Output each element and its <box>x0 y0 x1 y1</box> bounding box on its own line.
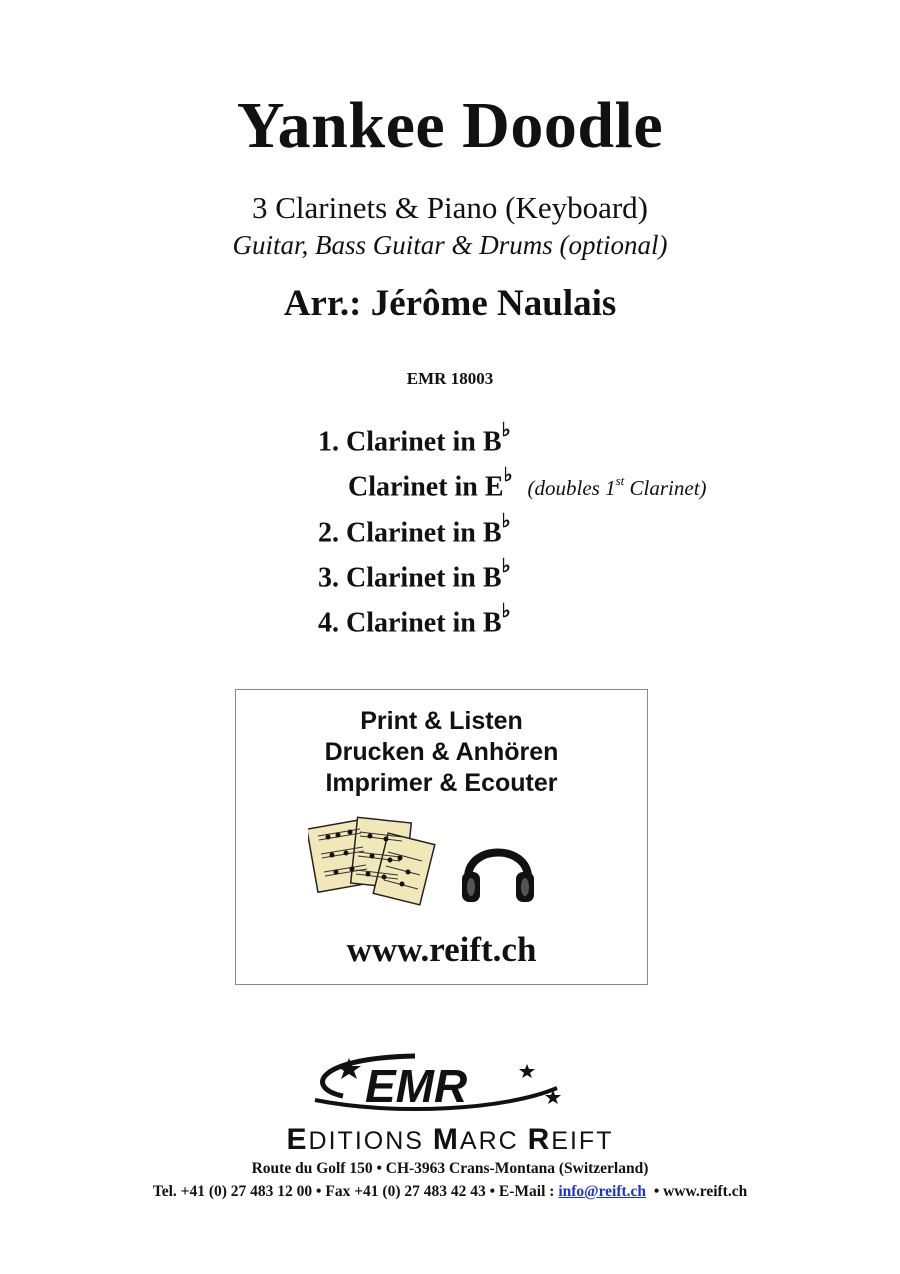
part-item <box>318 511 511 549</box>
logo-text: EMR <box>365 1060 468 1112</box>
part-label: 3. Clarinet in B <box>318 562 502 594</box>
arranger: Arr.: Jérôme Naulais <box>283 283 617 324</box>
promo-line-de: Drucken & Anhören <box>324 738 559 766</box>
catalog-number: EMR 18003 <box>406 369 494 388</box>
part-item <box>318 556 511 594</box>
promo-url[interactable]: www.reift.ch <box>346 930 537 969</box>
part-label: 2. Clarinet in B <box>318 517 502 549</box>
publisher-address: Route du Golf 150 • CH-3963 Crans-Montana (Switzerland) <box>251 1160 649 1177</box>
flat-sign: ♭ <box>501 511 511 532</box>
part-item <box>318 420 511 458</box>
publisher-name: EDITIONS MARC REIFT <box>286 1123 614 1156</box>
promo-line-fr: Imprimer & Ecouter <box>325 769 558 797</box>
instrumentation: 3 Clarinets & Piano (Keyboard) <box>251 190 649 225</box>
flat-sign: ♭ <box>501 556 511 577</box>
flat-sign: ♭ <box>501 601 511 622</box>
part-item <box>318 601 511 639</box>
part-item <box>348 465 707 503</box>
part-label: Clarinet in E <box>348 471 504 503</box>
page-title: Yankee Doodle <box>236 89 664 162</box>
flat-sign: ♭ <box>501 420 511 441</box>
email-link[interactable]: info@reift.ch <box>558 1183 647 1200</box>
flat-sign: ♭ <box>503 465 513 486</box>
part-label: 4. Clarinet in B <box>318 607 502 639</box>
publisher-contact: Tel. +41 (0) 27 483 12 00 • Fax +41 (0) 27 483 42 43 • E-Mail : info@reift.ch • www.reift.ch <box>152 1183 748 1200</box>
emr-logo <box>295 1050 585 1120</box>
print-listen-box <box>235 689 648 985</box>
part-label: 1. Clarinet in B <box>318 426 502 458</box>
sheet-music-icon <box>308 810 438 910</box>
optional-instruments: Guitar, Bass Guitar & Drums (optional) <box>232 230 668 260</box>
headphones-icon <box>458 830 538 910</box>
part-note: (doubles 1st Clarinet) <box>527 473 707 501</box>
promo-line-en: Print & Listen <box>360 707 523 735</box>
